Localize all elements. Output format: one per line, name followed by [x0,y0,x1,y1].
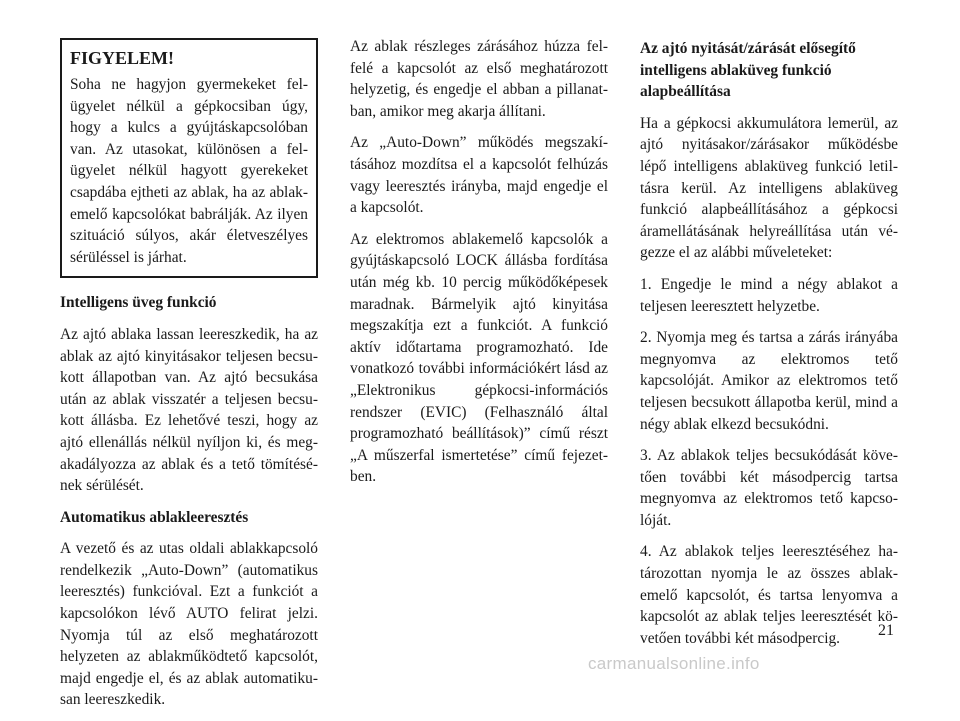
heading-intelligent-glass: Intelligens üveg funkció [60,294,217,312]
page-number: 21 [878,622,894,639]
warning-text: Soha ne hagyjon gyermekeket felügyelet nélkül a gépkocsiban úgy, hogy a kulcs a gyújtáskapcsolóban van. Az utasokat, különösen a felügyelet nélkül hagyott gyerekeket csapdába ejtheti az ablak, ha az ablakemelő kapcsolókat babrálják. Az ilyen szituáció súlyos, akár életveszélyes sérüléssel is járhat. [70,76,308,266]
paragraph-intelligent-glass: Az ajtó ablaka lassan leereszkedik, ha az ablak az ajtó kinyitásakor teljesen becsukott állapotban van. Az ajtó becsukása után az ablak visszatér a teljesen becsukott állásba. Ez lehetővé teszi, hogy az ajtó ellenállás nélkül nyíljon ki, és megakadályozza az ablak és a tető tömítésének sérülését. [60,325,318,495]
paragraph-auto-down-4: Az elektromos ablakemelő kapcsolók a gyújtáskapcsoló LOCK állásba fordítása után még kb. 10 percig működőképesek maradnak. Bármelyik ajtó kinyitása megszakítja ezt a funkciót. A funkció aktív időtartama programozható. Ide vonatkozó további információkért lásd az „Elektronikus gépkocsi-információs rendszer (EVIC) (Felhasználó által programozható beállítások)” című részt „A műszerfal ismertetése” című fejezetben. [350,230,608,486]
column-right [640,38,898,659]
step-2: 2. Nyomja meg és tartsa a zárás irányába megnyomva az elektromos tető kapcsolóját. Amikor az elektromos tető teljesen becsukott állapotba kerül, mind a négy ablak elkezd becsukódni. [640,329,898,433]
paragraph-auto-down-2: Az ablak részleges zárásához húzza felfelé a kapcsolót az első meghatározott helyzetig, és engedje el abban a pillanatban, amikor meg akarja állítani. [350,38,608,120]
column-middle [350,36,608,498]
step-3: 3. Az ablakok teljes becsukódását követően további két másodpercig tartsa megnyomva az elektromos tető kapcsolóját. [640,447,898,529]
column-left [60,38,318,721]
watermark: carmanualsonline.info [588,654,760,673]
paragraph-auto-down-1: A vezető és az utas oldali ablakkapcsoló rendelkezik „Auto-Down” (automatikus leeresztés) funkcióval. Ezt a funkciót a kapcsolókon lévő AUTO felirat jelzi. Nyomja túl az első meghatározott helyzeten az ablakműködtető kapcsolót, majd engedje el, és az ablak automatikusan leereszkedik. [60,540,318,709]
paragraph-reset-intro: Ha a gépkocsi akkumulátora lemerül, az ajtó nyitásakor/zárásakor működésbe lépő intelligens ablaküveg funkció letiltásra kerül. Az intelligens ablaküveg funkció alapbeállításához a gépkocsi áramellátásának helyreállítása után végezze el az alábbi műveleteket: [640,114,898,262]
step-1: 1. Engedje le mind a négy ablakot a teljesen leeresztett helyzetbe. [640,275,898,315]
heading-auto-down: Automatikus ablakleeresztés [60,508,249,526]
step-4: 4. Az ablakok teljes leeresztéséhez határozottan nyomja le az összes ablakemelő kapcsolót, és tartsa lenyomva a kapcsolót az ablak teljes leeresztését követően további két másodpercig. [640,543,898,647]
warning-title: FIGYELEM! [70,48,175,68]
warning-box [60,38,318,278]
heading-reset: Az ajtó nyitását/zárását elősegítő intelligens ablaküveg funkció alapbeállítása [640,40,856,101]
paragraph-auto-down-3: Az „Auto-Down” működés megszakításához mozdítsa el a kapcsolót felhúzás vagy leeresztés irányba, majd engedje el a kapcsolót. [350,134,608,217]
